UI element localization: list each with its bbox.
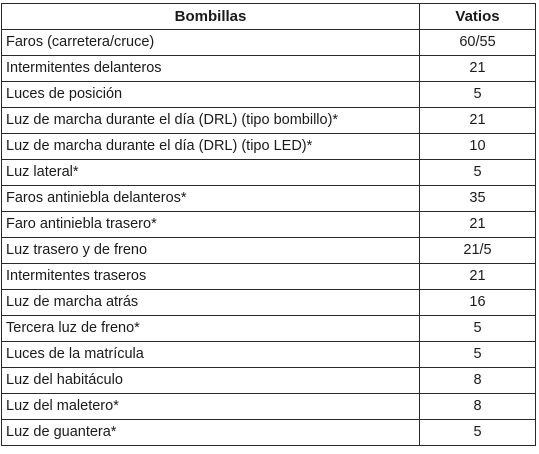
table-row	[2, 56, 536, 82]
table-row	[2, 316, 536, 342]
bulb-name-cell: Luz de marcha durante el día (DRL) (tipo LED)*	[2, 134, 420, 160]
bulb-name-cell: Luz de marcha durante el día (DRL) (tipo bombillo)*	[2, 108, 420, 134]
table-body	[2, 30, 536, 446]
bulb-name-cell: Luz lateral*	[2, 160, 420, 186]
table-row	[2, 212, 536, 238]
watts-cell: 5	[420, 420, 536, 446]
table-row	[2, 264, 536, 290]
table-row	[2, 186, 536, 212]
bulb-name-cell: Luz de guantera*	[2, 420, 420, 446]
watts-cell: 10	[420, 134, 536, 160]
watts-cell: 16	[420, 290, 536, 316]
table-row	[2, 342, 536, 368]
bulb-name-cell: Luces de posición	[2, 82, 420, 108]
bulb-name-cell: Luces de la matrícula	[2, 342, 420, 368]
watts-cell: 5	[420, 316, 536, 342]
header-watts: Vatios	[420, 4, 536, 30]
watts-cell: 21	[420, 264, 536, 290]
table-row	[2, 108, 536, 134]
bulb-name-cell: Luz trasero y de freno	[2, 238, 420, 264]
table-row	[2, 238, 536, 264]
bulb-name-cell: Intermitentes delanteros	[2, 56, 420, 82]
watts-cell: 21	[420, 108, 536, 134]
bulb-name-cell: Luz del habitáculo	[2, 368, 420, 394]
bulb-name-cell: Intermitentes traseros	[2, 264, 420, 290]
bulb-name-cell: Luz de marcha atrás	[2, 290, 420, 316]
watts-cell: 21	[420, 212, 536, 238]
watts-cell: 8	[420, 394, 536, 420]
table-row	[2, 160, 536, 186]
header-bulbs: Bombillas	[2, 4, 420, 30]
watts-cell: 60/55	[420, 30, 536, 56]
bulb-name-cell: Faros (carretera/cruce)	[2, 30, 420, 56]
watts-cell: 5	[420, 82, 536, 108]
table-row	[2, 82, 536, 108]
table-row	[2, 290, 536, 316]
bulb-name-cell: Luz del maletero*	[2, 394, 420, 420]
bulb-name-cell: Tercera luz de freno*	[2, 316, 420, 342]
table-row	[2, 420, 536, 446]
watts-cell: 5	[420, 160, 536, 186]
watts-cell: 21	[420, 56, 536, 82]
watts-cell: 5	[420, 342, 536, 368]
table-row	[2, 134, 536, 160]
table-header-row	[2, 4, 536, 30]
watts-cell: 8	[420, 368, 536, 394]
table-row	[2, 368, 536, 394]
table-row	[2, 394, 536, 420]
bulb-wattage-table	[1, 3, 536, 446]
bulb-name-cell: Faros antiniebla delanteros*	[2, 186, 420, 212]
bulb-name-cell: Faro antiniebla trasero*	[2, 212, 420, 238]
watts-cell: 35	[420, 186, 536, 212]
table-row	[2, 30, 536, 56]
watts-cell: 21/5	[420, 238, 536, 264]
